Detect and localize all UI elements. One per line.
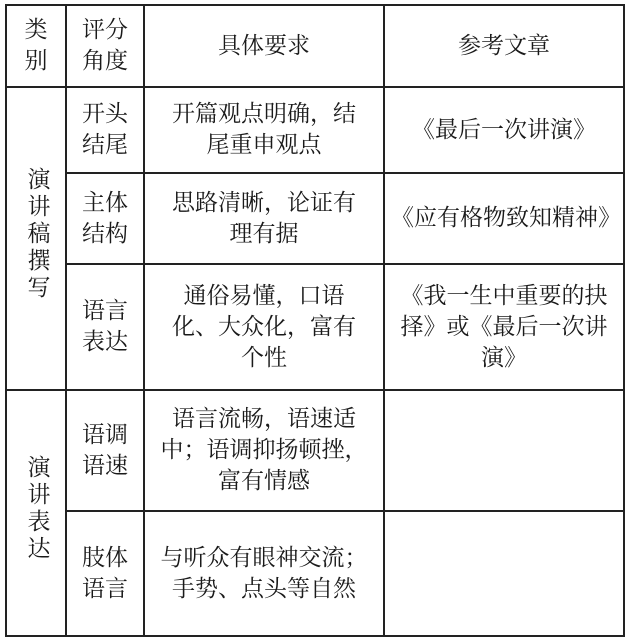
category-label: 演讲稿撰写 <box>23 166 50 302</box>
header-dimension: 评分角度 <box>66 5 144 87</box>
category-label: 演讲表达 <box>23 454 50 563</box>
category-cell-writing <box>6 87 66 390</box>
reference-cell <box>384 390 624 511</box>
header-reference: 参考文章 <box>384 5 624 87</box>
category-cell-delivery <box>6 390 66 636</box>
table-row <box>6 87 624 173</box>
requirement-cell: 与听众有眼神交流；手势、点头等自然 <box>144 511 384 636</box>
dimension-cell: 语言表达 <box>66 264 144 390</box>
reference-cell <box>384 511 624 636</box>
scoring-table <box>5 4 625 637</box>
requirement-cell: 思路清晰，论证有理有据 <box>144 173 384 264</box>
table-row <box>6 264 624 390</box>
dimension-cell: 肢体语言 <box>66 511 144 636</box>
reference-cell: 《我一生中重要的抉择》或《最后一次讲演》 <box>384 264 624 390</box>
header-requirement: 具体要求 <box>144 5 384 87</box>
requirement-cell: 通俗易懂，口语化、大众化，富有个性 <box>144 264 384 390</box>
dimension-cell: 开头结尾 <box>66 87 144 173</box>
header-category: 类别 <box>6 5 66 87</box>
reference-cell: 《最后一次讲演》 <box>384 87 624 173</box>
requirement-cell: 开篇观点明确，结尾重申观点 <box>144 87 384 173</box>
header-row <box>6 5 624 87</box>
reference-cell: 《应有格物致知精神》 <box>384 173 624 264</box>
dimension-cell: 语调语速 <box>66 390 144 511</box>
dimension-cell: 主体结构 <box>66 173 144 264</box>
table-row <box>6 390 624 511</box>
table-row <box>6 511 624 636</box>
table-row <box>6 173 624 264</box>
requirement-cell: 语言流畅，语速适中；语调抑扬顿挫，富有情感 <box>144 390 384 511</box>
